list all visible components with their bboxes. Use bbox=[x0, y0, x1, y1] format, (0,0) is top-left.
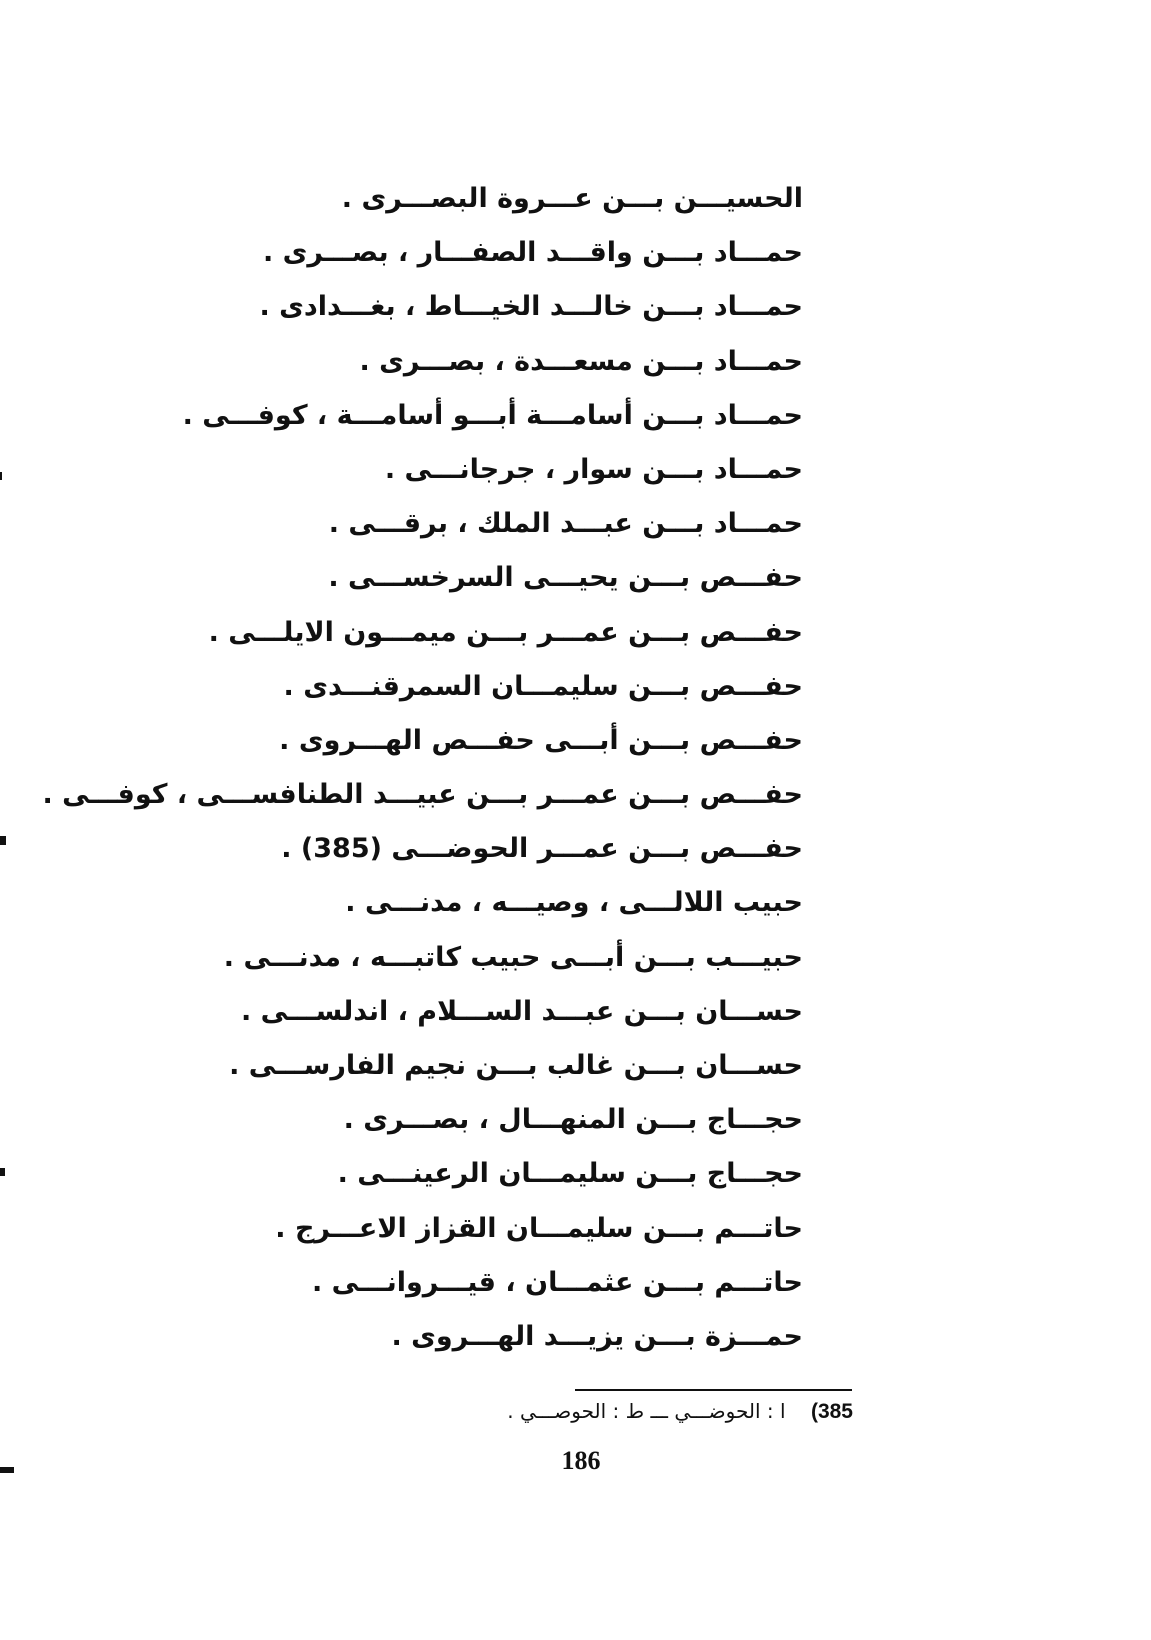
list-item: حبيب اللالـــى ، وصيـــه ، مدنـــى . bbox=[345, 887, 803, 919]
scan-edge-mark bbox=[0, 836, 6, 845]
list-item: حســـان بـــن عبـــد الســـلام ، اندلســـى . bbox=[240, 995, 803, 1027]
list-item: حاتـــم بـــن سليمـــان القزاز الاعـــرج . bbox=[275, 1212, 803, 1244]
list-item: حفـــص بـــن أبـــى حفـــص الهـــروى . bbox=[279, 724, 803, 756]
list-item: حمـــاد بـــن واقـــد الصفـــار ، بصـــرى . bbox=[262, 237, 803, 269]
list-item: حجـــاج بـــن المنهـــال ، بصـــرى . bbox=[343, 1104, 803, 1136]
scan-edge-mark bbox=[0, 1467, 14, 1473]
list-item: الحسيـــن بـــن عـــروة البصـــرى . bbox=[341, 183, 803, 214]
list-item: حمـــاد بـــن عبـــد الملك ، برقـــى . bbox=[328, 508, 803, 540]
list-item: حفـــص بـــن عمـــر الحوضـــى (385) . bbox=[281, 833, 803, 865]
list-item: حمـــاد بـــن مسعـــدة ، بصـــرى . bbox=[359, 345, 803, 377]
list-item: حفـــص بـــن سليمـــان السمرقنـــدى . bbox=[283, 670, 803, 702]
footnote bbox=[507, 1393, 853, 1430]
list-item: حمـــاد بـــن أسامـــة أبـــو أسامـــة ، كوفـــى . bbox=[182, 399, 803, 431]
list-item: حجـــاج بـــن سليمـــان الرعينـــى . bbox=[337, 1158, 803, 1190]
list-item: حســـان بـــن غالب بـــن نجيم الفارســـى . bbox=[229, 1050, 803, 1081]
footnote-number: 385) bbox=[810, 1400, 853, 1423]
footnote-divider bbox=[575, 1389, 852, 1391]
list-item: حبيـــب بـــن أبـــى حبيب كاتبـــه ، مدنـــى . bbox=[223, 941, 803, 973]
list-item: حمـــاد بـــن خالـــد الخيـــاط ، بغـــدادى . bbox=[259, 291, 803, 323]
list-item: حمـــزة بـــن يزيـــد الهـــروى . bbox=[391, 1320, 803, 1352]
footnote-text: ا : الحوضـــي ـــ ط : الحوصـــي . bbox=[507, 1399, 786, 1423]
list-item: حمـــاد بـــن سوار ، جرجانـــى . bbox=[384, 453, 803, 485]
list-item: حفـــص بـــن عمـــر بـــن عبيـــد الطنافســـى ، كوفـــى . bbox=[42, 779, 803, 811]
scan-edge-mark bbox=[0, 472, 2, 480]
scan-edge-mark bbox=[0, 1168, 5, 1176]
narrator-list bbox=[42, 172, 803, 1364]
list-item: حفـــص بـــن عمـــر بـــن ميمـــون الايلـــى . bbox=[208, 616, 803, 648]
list-item: حفـــص بـــن يحيـــى السرخســـى . bbox=[328, 562, 803, 594]
list-item: حاتـــم بـــن عثمـــان ، قيـــروانـــى . bbox=[311, 1266, 803, 1298]
page-number: 186 bbox=[561, 1446, 601, 1475]
